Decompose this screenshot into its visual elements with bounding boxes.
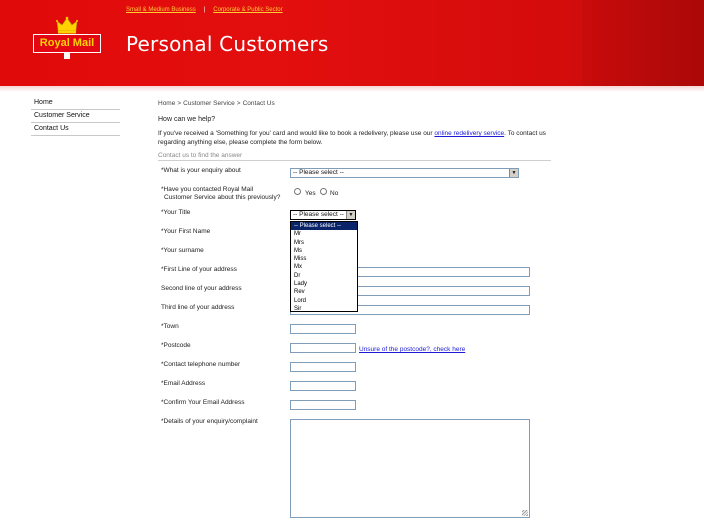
breadcrumb-contact-us: Contact Us xyxy=(242,100,275,107)
address3-label: Third line of your address xyxy=(161,304,235,311)
top-link-small-business[interactable]: Small & Medium Business xyxy=(126,7,196,13)
header-banner xyxy=(0,0,704,88)
enquiry-select-value: -- Please select -- xyxy=(293,169,344,176)
postcode-label: *Postcode xyxy=(161,342,191,349)
town-label: *Town xyxy=(161,323,179,330)
surname-label: *Your surname xyxy=(161,247,204,254)
help-heading: How can we help? xyxy=(158,116,216,123)
title-option[interactable]: Dr xyxy=(294,272,301,279)
top-link-separator: | xyxy=(203,7,206,13)
breadcrumb-arrow-icon: > xyxy=(177,100,182,107)
email-label: *Email Address xyxy=(161,380,206,387)
contacted-label-line2: Customer Service about this previously? xyxy=(164,194,281,201)
intro-text-after: . To contact us regarding anything else, please complete the form below. xyxy=(158,130,546,146)
contacted-yes-label: Yes xyxy=(305,190,316,197)
intro-text xyxy=(158,130,553,147)
title-select[interactable] xyxy=(290,210,356,220)
title-option[interactable]: Rev xyxy=(294,289,305,296)
breadcrumb-home[interactable]: Home xyxy=(158,100,176,107)
address2-label: Second line of your address xyxy=(161,285,242,292)
intro-text-before: If you've received a 'Something for you' card and would like to book a redelivery, please use our xyxy=(158,130,435,137)
contacted-yes-radio[interactable] xyxy=(294,188,301,195)
contacted-no-radio[interactable] xyxy=(320,188,327,195)
chevron-down-icon: ▼ xyxy=(346,211,355,219)
crown-icon xyxy=(55,16,79,34)
breadcrumb xyxy=(158,100,275,107)
resize-grip-icon[interactable] xyxy=(522,510,528,516)
contacted-label-line1: *Have you contacted Royal Mail xyxy=(161,186,254,193)
phone-input[interactable] xyxy=(290,362,356,372)
title-option[interactable]: Miss xyxy=(294,256,307,263)
title-option[interactable]: Mx xyxy=(294,264,302,271)
confirm-email-label: *Confirm Your Email Address xyxy=(161,399,245,406)
postcode-finder-link[interactable]: Unsure of the postcode?, check here xyxy=(359,346,466,353)
enquiry-select[interactable] xyxy=(290,168,519,178)
town-input[interactable] xyxy=(290,324,356,334)
title-label: *Your Title xyxy=(161,209,191,216)
sidebar-item-home[interactable]: Home xyxy=(31,97,120,110)
contacted-no-label: No xyxy=(330,190,339,197)
title-option[interactable]: Lord xyxy=(294,297,307,304)
title-option[interactable]: -- Please select -- xyxy=(291,222,357,230)
title-option[interactable]: Mr xyxy=(294,231,301,238)
confirm-email-input[interactable] xyxy=(290,400,356,410)
sidebar-item-customer-service[interactable]: Customer Service xyxy=(31,110,120,123)
breadcrumb-customer-service[interactable]: Customer Service xyxy=(183,100,235,107)
title-select-value: -- Please select -- xyxy=(293,211,344,218)
sidebar-item-contact-us[interactable]: Contact Us xyxy=(31,123,120,136)
title-option[interactable]: Ms xyxy=(294,247,302,254)
sidebar-nav xyxy=(31,97,120,136)
first-name-label: *Your First Name xyxy=(161,228,211,235)
section-title: Contact us to find the answer xyxy=(158,152,551,161)
page-title: Personal Customers xyxy=(126,32,329,56)
top-link-corporate[interactable]: Corporate & Public Sector xyxy=(213,7,283,13)
breadcrumb-arrow-icon: > xyxy=(236,100,241,107)
header-side-panel xyxy=(582,0,704,88)
phone-label: *Contact telephone number xyxy=(161,361,241,368)
logo-wordmark: Royal Mail xyxy=(33,34,101,53)
address1-label: *First Line of your address xyxy=(161,266,237,273)
details-textarea[interactable] xyxy=(290,419,530,518)
logo-stem xyxy=(64,53,70,59)
enquiry-label: *What is your enquiry about xyxy=(161,167,241,174)
title-option[interactable]: Lady xyxy=(294,281,308,288)
title-dropdown-list[interactable] xyxy=(290,221,358,312)
redelivery-link[interactable]: online redelivery service xyxy=(434,130,505,137)
chevron-down-icon: ▼ xyxy=(509,169,518,177)
title-option[interactable]: Sir xyxy=(294,305,302,312)
contacted-label xyxy=(161,186,280,202)
header-divider xyxy=(0,86,704,92)
top-links xyxy=(126,7,283,13)
details-label: *Details of your enquiry/complaint xyxy=(161,418,258,425)
title-option[interactable]: Mrs xyxy=(294,239,304,246)
postcode-input[interactable] xyxy=(290,343,356,353)
royal-mail-logo[interactable] xyxy=(33,14,101,60)
email-input[interactable] xyxy=(290,381,356,391)
